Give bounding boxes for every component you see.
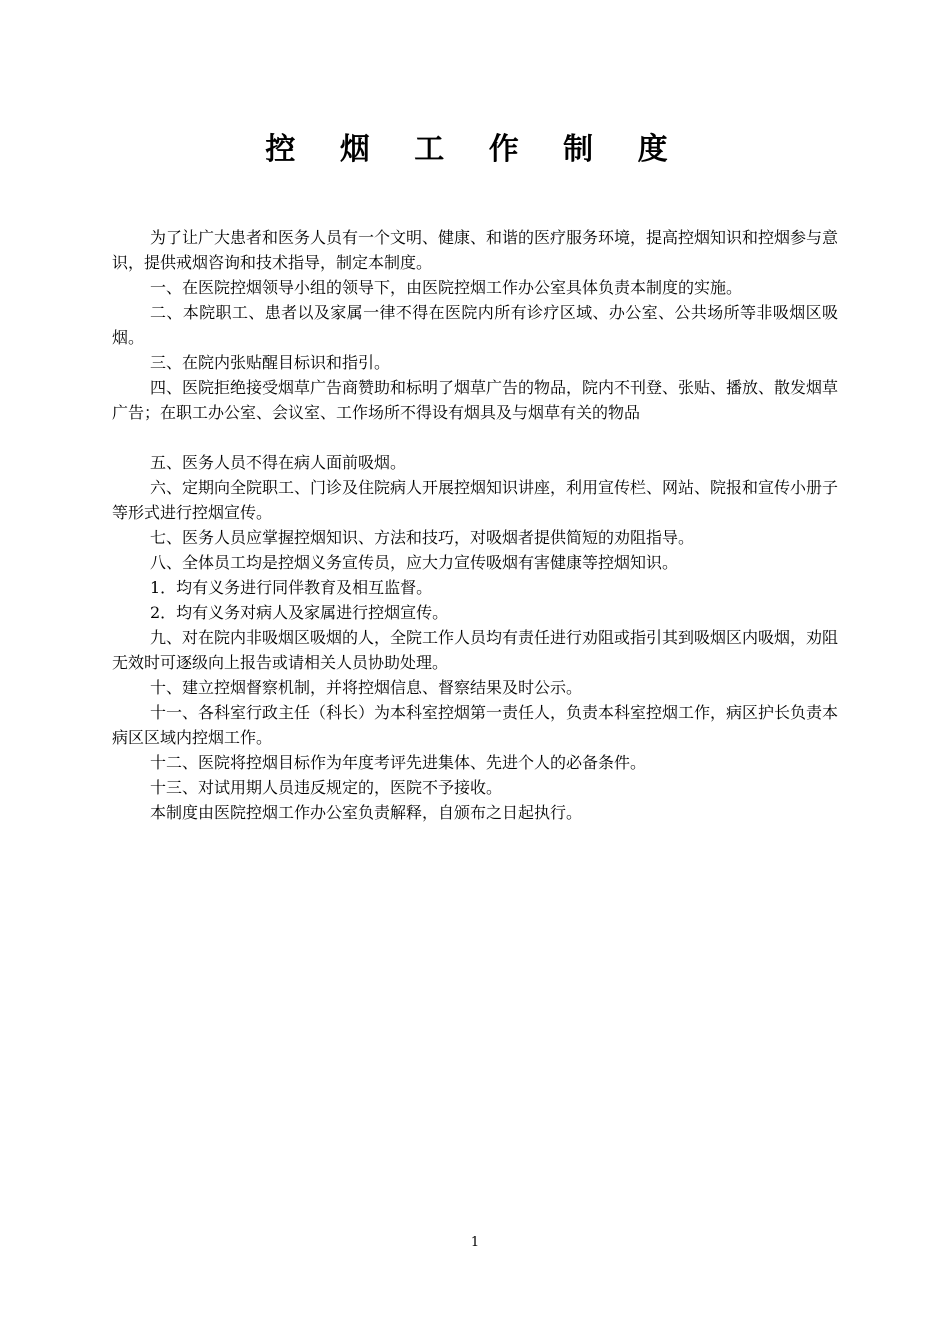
intro-paragraph: 为了让广大患者和医务人员有一个文明、健康、和谐的医疗服务环境，提高控烟知识和控烟参与意识，提供戒烟咨询和技术指导，制定本制度。 (112, 228, 839, 272)
rule-9: 九、对在院内非吸烟区吸烟的人，全院工作人员均有责任进行劝阻或指引其到吸烟区内吸烟，劝阻无效时可逐级向上报告或请相关人员协助处理。 (112, 628, 839, 672)
rule-4: 四、医院拒绝接受烟草广告商赞助和标明了烟草广告的物品，院内不刊登、张贴、播放、散发烟草广告；在职工办公室、会议室、工作场所不得设有烟具及与烟草有关的物品 (112, 378, 839, 422)
rule-1: 一、在医院控烟领导小组的领导下，由医院控烟工作办公室具体负责本制度的实施。 (150, 278, 743, 297)
rule-8-item-2: 2．均有义务对病人及家属进行控烟宣传。 (150, 603, 449, 622)
closing-paragraph: 本制度由医院控烟工作办公室负责解释，自颁布之日起执行。 (150, 803, 583, 822)
page-number: 1 (470, 1235, 480, 1250)
paragraph-gap (112, 425, 838, 450)
document-body (112, 225, 838, 825)
rule-8-item-1: 1．均有义务进行同伴教育及相互监督。 (150, 578, 433, 597)
rule-2: 二、本院职工、患者以及家属一律不得在医院内所有诊疗区域、办公室、公共场所等非吸烟区吸烟。 (112, 303, 838, 347)
rule-8: 八、全体员工均是控烟义务宣传员，应大力宣传吸烟有害健康等控烟知识。 (150, 553, 679, 572)
document-title: 控 烟 工 作 制 度 (265, 132, 685, 167)
rule-3: 三、在院内张贴醒目标识和指引。 (150, 353, 391, 372)
rule-12: 十二、医院将控烟目标作为年度考评先进集体、先进个人的必备条件。 (150, 753, 647, 772)
rule-7: 七、医务人员应掌握控烟知识、方法和技巧，对吸烟者提供简短的劝阻指导。 (150, 528, 695, 547)
rule-6: 六、定期向全院职工、门诊及住院病人开展控烟知识讲座，利用宣传栏、网站、院报和宣传小册子等形式进行控烟宣传。 (112, 478, 839, 522)
rule-5: 五、医务人员不得在病人面前吸烟。 (150, 453, 407, 472)
rule-11: 十一、各科室行政主任（科长）为本科室控烟第一责任人，负责本科室控烟工作，病区护长负责本病区区域内控烟工作。 (112, 703, 839, 747)
rule-13: 十三、对试用期人员违反规定的，医院不予接收。 (150, 778, 503, 797)
rule-10: 十、建立控烟督察机制，并将控烟信息、督察结果及时公示。 (150, 678, 583, 697)
